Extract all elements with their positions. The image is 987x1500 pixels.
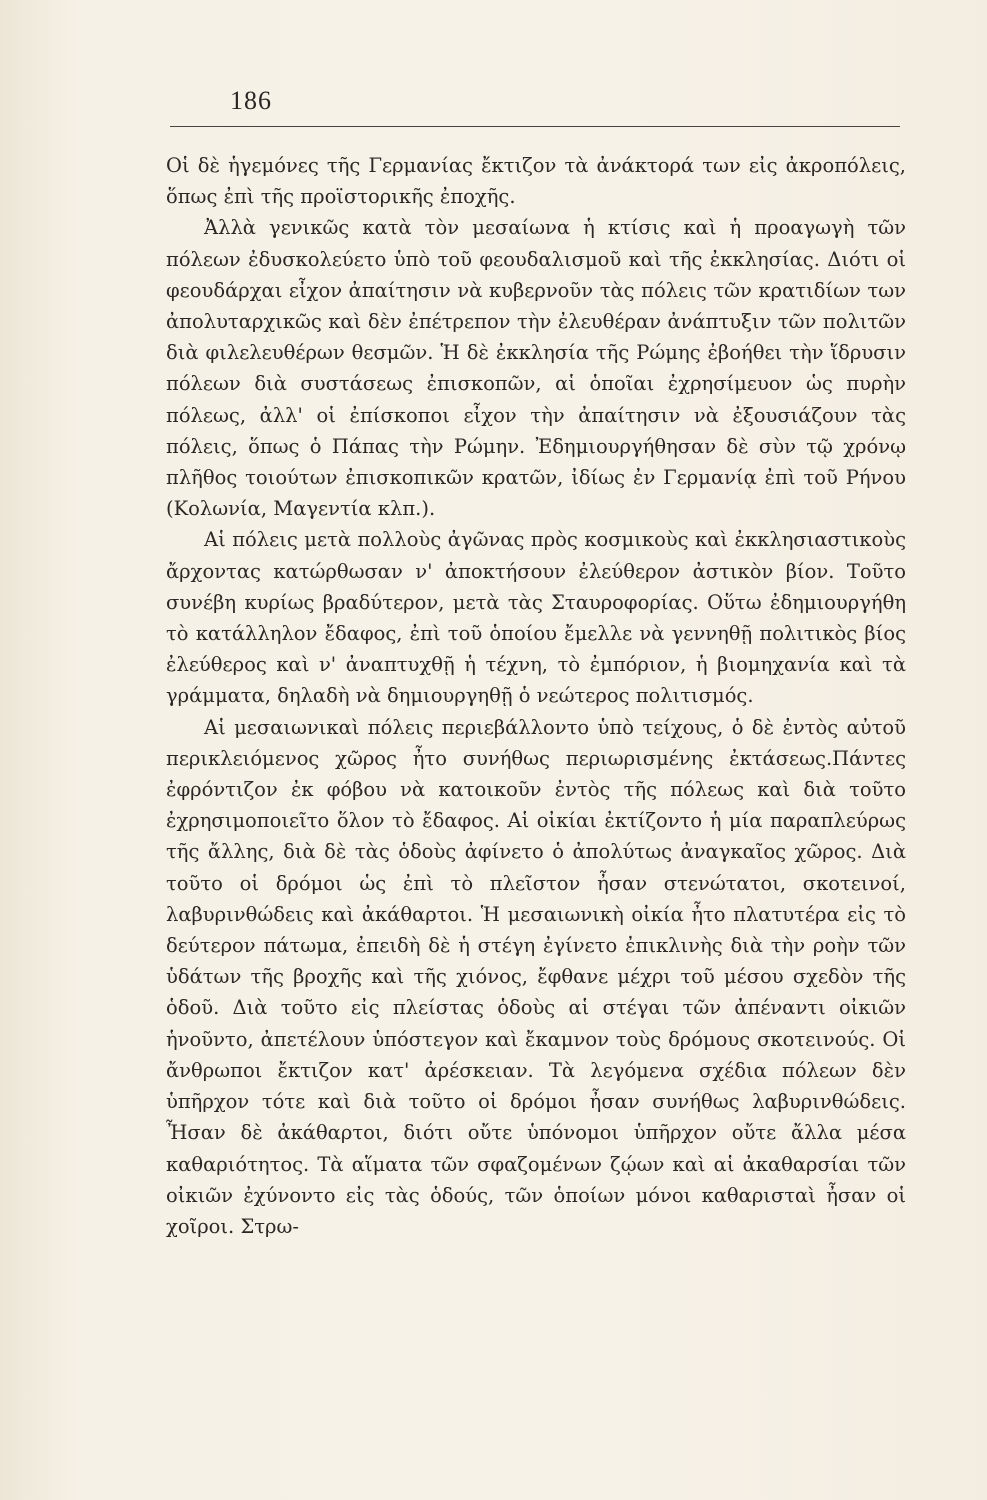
header-rule xyxy=(170,126,900,127)
paragraph-4: Αἱ μεσαιωνικαὶ πόλεις περιεβάλλοντο ὑπὸ τείχους, ὁ δὲ ἐντὸς αὐτοῦ περικλειόμενος χῶρος ἦτο συνήθως περιωρισμένης ἐκτάσεως.Πάντες ἐφρόντιζον ἐκ φόβου νὰ κατοικοῦν ἐντὸς τῆς πόλεως καὶ διὰ τοῦτο ἐχρησιμοποιεῖτο ὅλον τὸ ἔδαφος. Αἱ οἰκίαι ἐκτίζοντο ἡ μία παραπλεύρως τῆς ἄλλης, διὰ δὲ τὰς ὁδοὺς ἀφίνετο ὁ ἀπολύτως ἀναγκαῖος χῶρος. Διὰ τοῦτο οἱ δρόμοι ὡς ἐπὶ τὸ πλεῖστον ἦσαν στενώτατοι, σκοτεινοί, λαβυρινθώδεις καὶ ἀκάθαρτοι. Ἡ μεσαιωνικὴ οἰκία ἦτο πλατυτέρα εἰς τὸ δεύτερον πάτωμα, ἐπειδὴ δὲ ἡ στέγη ἐγίνετο ἐπικλινὴς διὰ τὴν ροὴν τῶν ὑδάτων τῆς βροχῆς καὶ τῆς χιόνος, ἔφθανε μέχρι τοῦ μέσου σχεδὸν τῆς ὁδοῦ. Διὰ τοῦτο εἰς πλείστας ὁδοὺς αἱ στέγαι τῶν ἀπέναντι οἰκιῶν ἡνοῦντο, ἀπετέλουν ὑπόστεγον καὶ ἔκαμνον τοὺς δρόμους σκοτεινούς. Οἱ ἄνθρωποι ἔκτιζον κατ' ἀρέσκειαν. Τὰ λεγόμενα σχέδια πόλεων δὲν ὑπῆρχον τότε καὶ διὰ τοῦτο οἱ δρόμοι ἦσαν συνήθως λαβυρινθώδεις. Ἦσαν δὲ ἀκάθαρτοι, διότι οὔτε ὑπόνομοι ὑπῆρχον οὔτε ἄλλα μέσα καθαριότητος. Τὰ αἵματα τῶν σφαζομένων ζῴων καὶ αἱ ἀκαθαρσίαι τῶν οἰκιῶν ἐχύνοντο εἰς τὰς ὁδούς, τῶν ὁποίων μόνοι καθαρισταὶ ἦσαν οἱ χοῖροι. Στρω- xyxy=(166,715,906,1238)
paragraph-1: Οἱ δὲ ἡγεμόνες τῆς Γερμανίας ἔκτιζον τὰ ἀνάκτορά των εἰς ἀκροπόλεις, ὅπως ἐπὶ τῆς προϊστορικῆς ἐποχῆς. xyxy=(166,154,906,209)
body-text xyxy=(166,150,906,1242)
paragraph-2: Ἀλλὰ γενικῶς κατὰ τὸν μεσαίωνα ἡ κτίσις καὶ ἡ προαγωγὴ τῶν πόλεων ἐδυσκολεύετο ὑπὸ τοῦ φεουδαλισμοῦ καὶ τῆς ἐκκλησίας. Διότι οἱ φεουδάρχαι εἶχον ἀπαίτησιν νὰ κυβερνοῦν τὰς πόλεις τῶν κρατιδίων των ἀπολυταρχικῶς καὶ δὲν ἐπέτρεπον τὴν ἐλευθέραν ἀνάπτυξιν τῶν πολιτῶν διὰ φιλελευθέρων θεσμῶν. Ἡ δὲ ἐκκλησία τῆς Ρώμης ἐβοήθει τὴν ἵδρυσιν πόλεων διὰ συστάσεως ἐπισκοπῶν, αἱ ὁποῖαι ἐχρησίμευον ὡς πυρὴν πόλεως, ἀλλ' οἱ ἐπίσκοποι εἶχον τὴν ἀπαίτησιν νὰ ἐξουσιάζουν τὰς πόλεις, ὅπως ὁ Πάπας τὴν Ρώμην. Ἐδημιουργήθησαν δὲ σὺν τῷ χρόνῳ πλῆθος τοιούτων ἐπισκοπικῶν κρατῶν, ἰδίως ἐν Γερμανίᾳ ἐπὶ τοῦ Ρήνου (Κολωνία, Μαγεντία κλπ.). xyxy=(166,216,906,521)
paragraph-3: Αἱ πόλεις μετὰ πολλοὺς ἀγῶνας πρὸς κοσμικοὺς καὶ ἐκκλησιαστικοὺς ἄρχοντας κατώρθωσαν ν' ἀποκτήσουν ἐλεύθερον ἀστικὸν βίον. Τοῦτο συνέβη κυρίως βραδύτερον, μετὰ τὰς Σταυροφορίας. Οὕτω ἐδημιουργήθη τὸ κατάλληλον ἔδαφος, ἐπὶ τοῦ ὁποίου ἔμελλε νὰ γεννηθῇ πολιτικὸς βίος ἐλεύθερος καὶ ν' ἀναπτυχθῇ ἡ τέχνη, τὸ ἐμπόριον, ἡ βιομηχανία καὶ τὰ γράμματα, δηλαδὴ νὰ δημιουργηθῇ ὁ νεώτερος πολιτισμός. xyxy=(166,528,906,708)
page-number: 186 xyxy=(230,86,272,115)
